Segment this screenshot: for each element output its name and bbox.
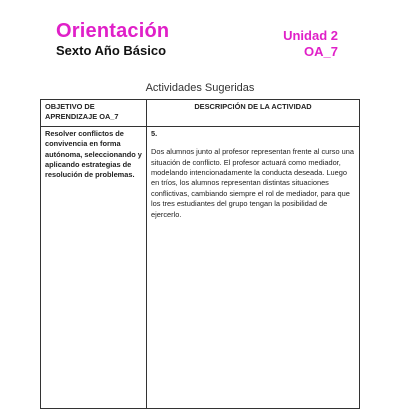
page-subtitle: Sexto Año Básico [56,43,167,58]
objective-cell: Resolver conflictos de convivencia en forma autónoma, seleccionando y aplicando estrategias de resolución de problemas. [41,127,147,409]
description-cell [147,127,360,409]
table-row [41,127,360,409]
activity-table [40,99,360,409]
objective-header: OBJETIVO DE APRENDIZAJE OA_7 [41,100,147,127]
unit-code: OA_7 [304,44,338,59]
table-header-row [41,100,360,127]
description-header: DESCRIPCIÓN DE LA ACTIVIDAD [147,100,360,127]
section-title: Actividades Sugeridas [145,82,255,94]
page-title: Orientación [56,20,170,42]
unit-label: Unidad 2 [283,28,338,43]
activity-description: Dos alumnos junto al profesor representan frente al curso una situación de conflicto. El profesor actuará como mediador, modelando intencionadamente la conducta deseada. Luego en tríos, los alumnos representan distintas situaciones conflictivas, cambiando siempre el rol de mediador, para que los tres estudiantes del grupo tengan la posibilidad de ejercerlo. [151,147,354,219]
activity-number: 5. [151,129,158,138]
